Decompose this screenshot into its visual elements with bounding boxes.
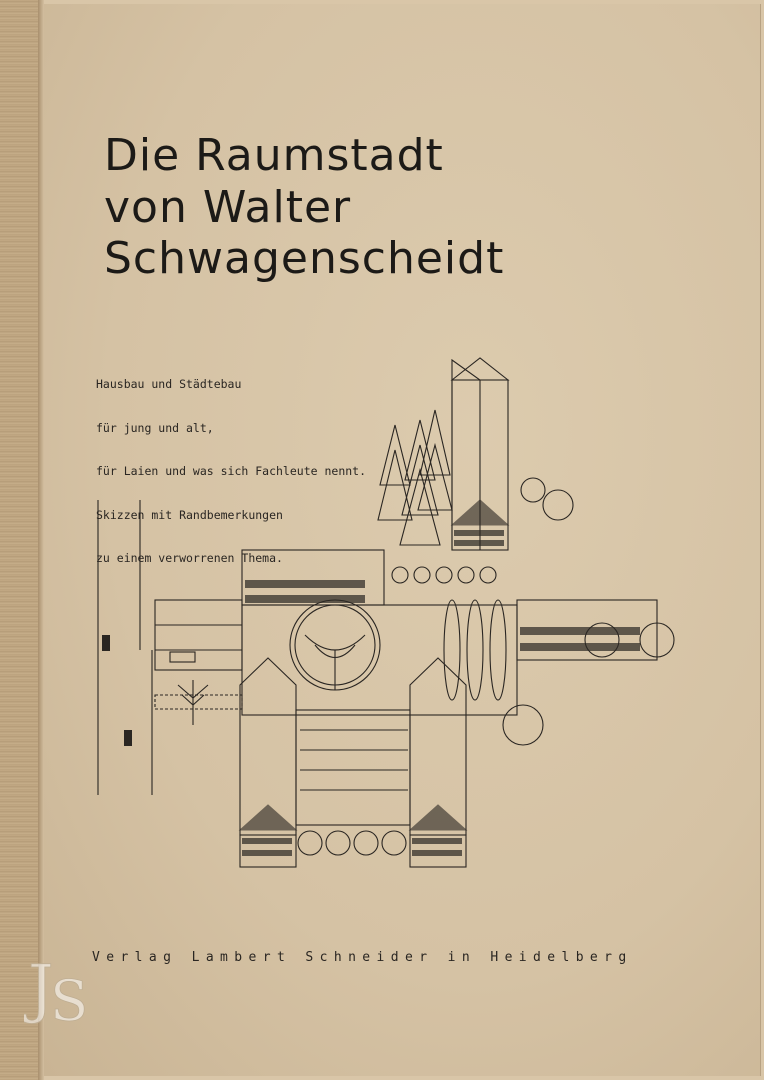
book-spine xyxy=(0,0,41,1080)
subtitle-line: Skizzen mit Randbemerkungen xyxy=(96,507,283,522)
svg-text:S: S xyxy=(50,969,89,1032)
car-icon xyxy=(124,730,132,746)
svg-text:J: J xyxy=(28,952,54,1026)
subtitle-line: für jung und alt, xyxy=(96,420,214,435)
subtitle-line: für Laien und was sich Fachleute nennt. xyxy=(96,464,367,478)
fir-trees xyxy=(378,410,452,545)
subtitle-line: Hausbau und Städtebau xyxy=(96,377,242,391)
car-icon xyxy=(170,652,195,662)
tower-right xyxy=(410,658,466,867)
title-line-2: von Walter Schwagenscheidt xyxy=(104,182,505,284)
tree-icon xyxy=(178,680,208,725)
building-left xyxy=(155,600,242,670)
title-line-1: Die Raumstadt xyxy=(104,130,444,181)
central-square xyxy=(242,605,517,715)
monogram-watermark-logo xyxy=(24,948,96,1032)
courtyard xyxy=(296,710,410,825)
car-icon xyxy=(102,635,110,651)
subtitle-line: zu einem verworrenen Thema. xyxy=(96,551,283,565)
publisher-line: Verlag Lambert Schneider in Heidelberg xyxy=(92,950,633,965)
tower-left xyxy=(240,658,296,867)
town-plan-illustration xyxy=(90,350,690,880)
